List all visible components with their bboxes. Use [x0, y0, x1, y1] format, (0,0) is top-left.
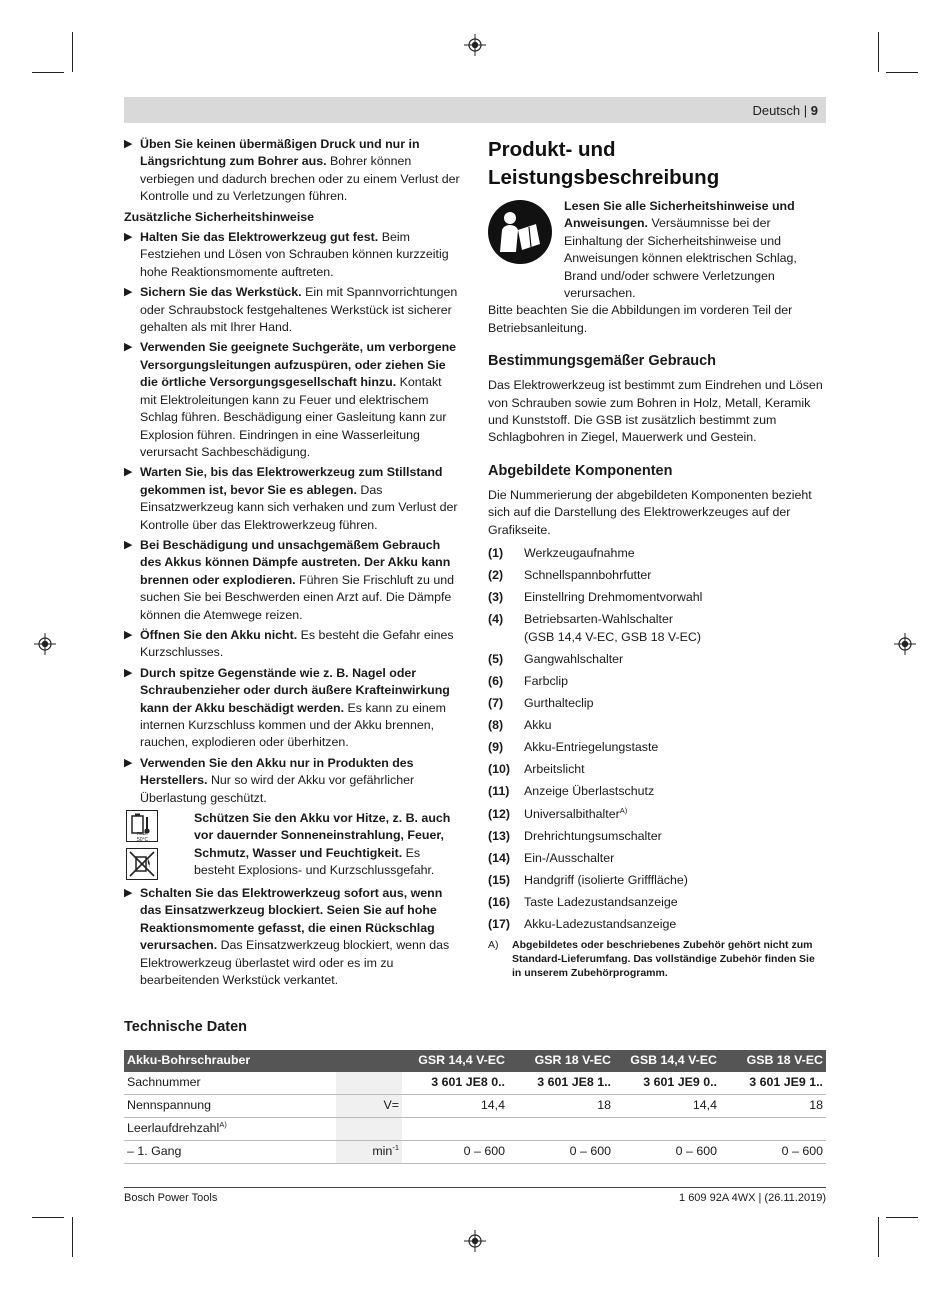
page-number: 9 — [810, 103, 818, 118]
list-item: (6) Farbclip — [488, 673, 569, 688]
list-item: (15) Handgriff (isolierte Grifffläche) — [488, 872, 688, 887]
list-item: (14) Ein-/Ausschalter — [488, 850, 615, 865]
safety-bullet: ▶ Warten Sie, bis das Elektrowerkzeug zum Stillstand gekommen ist, bevor Sie es ablegen. Das Einsatzwerkzeug kann sich verhaken und zum Verlust der Kontrolle über das Elektrowerkzeug führen. — [124, 465, 458, 532]
crop-mark — [886, 72, 918, 73]
list-item: (17) Akku-Ladezustandsanzeige — [488, 917, 677, 931]
bullet-arrow-icon: ▶ — [124, 538, 133, 551]
battery-temperature-icon — [126, 810, 158, 842]
list-item: (8) Akku — [488, 718, 552, 733]
intended-use-text: Das Elektrowerkzeug ist bestimmt zum Eindrehen und Lösen von Schrauben sowie zum Bohren in Holz, Metall, Keramik und Kunststoff. Die GSB ist zusätzlich bestimmt zum Schlagbohren in Ziegel, Mauerwerk und Gestein. — [488, 378, 823, 445]
list-item: (7) Gurthalteclip — [488, 696, 594, 711]
list-item: (1) Werkzeugaufnahme — [488, 546, 635, 561]
bullet-arrow-icon: ▶ — [124, 231, 133, 244]
footnote: A) Abgebildetes oder beschriebenes Zubehör gehört nicht zum Standard-Lieferumfang. Das vollständige Zubehör finden Sie in unserem Zubehörprogramm. — [488, 939, 815, 980]
safety-bullet: ▶ Durch spitze Gegenstände wie z. B. Nagel oder Schraubenzieher oder durch äußere Krafteinwirkung kann der Akku beschädigt werden. Es kann zu einem internen Kurzschluss kommen und der Akku brennen, rauchen, explodieren oder überhitzen. — [124, 665, 450, 750]
list-item: (2) Schnellspannbohrfutter — [488, 568, 652, 583]
table-row: – 1. Gang $\min^{-1}$ 0 – 600 0 – 600 0 – 600 0 – 600 — [124, 1141, 826, 1164]
intended-use-heading: Bestimmungsgemäßer Gebrauch — [488, 353, 717, 370]
safety-bullet: ▶ Schalten Sie das Elektrowerkzeug sofort aus, wenn das Einsatzwerkzeug blockiert. Seien Sie auf hohe Reaktionsmomente gefasst, die einen Rückschlag verursachen. Das Einsatzwerkzeug blockiert, wenn das Elektrowerkzeug überlastet wird oder es im zu bearbeitenden Werkstück verkantet. — [124, 886, 450, 988]
table-header-row: Akku-Bohrschrauber GSR 14,4 V-EC GSR 18 V-EC GSB 14,4 V-EC GSB 18 V-EC — [124, 1050, 826, 1072]
read-manual-icon — [488, 200, 552, 264]
crop-mark — [878, 1217, 879, 1257]
table-row: Sachnummer 3 601 JE8 0.. 3 601 JE8 1.. 3 601 JE9 0.. 3 601 JE9 1.. — [124, 1072, 826, 1095]
tech-data-heading: Technische Daten — [124, 1019, 248, 1035]
bullet-arrow-icon: ▶ — [124, 138, 133, 150]
list-item: (16) Taste Ladezustandsanzeige — [488, 894, 678, 909]
table-row: Leerlaufdrehzahl$^{A)}$ — [124, 1118, 826, 1141]
table-row: Nennspannung V= 14,4 18 14,4 18 — [124, 1095, 826, 1118]
list-item: (11) Anzeige Überlastschutz — [488, 784, 655, 799]
read-instructions-warning: Lesen Sie alle Sicherheitshinweise und Anweisungen. Versäumnisse bei der Einhaltung der Sicherheitshinweise und Anweisungen können elektrischen Schlag, Brand und/oder schwere Verletzungen verursachen. — [488, 198, 826, 302]
list-item: (4) Betriebsarten-Wahlschalter (GSB 14,4 V-EC, GSB 18 V-EC) — [488, 612, 701, 644]
list-item: (5) Gangwahlschalter — [488, 651, 624, 666]
components-heading: Abgebildete Komponenten — [488, 462, 673, 479]
components-list — [488, 545, 826, 933]
section-subheading: Zusätzliche Sicherheitshinweise — [124, 209, 315, 224]
footer-brand: Bosch Power Tools — [124, 1192, 218, 1204]
max-temp-label: max. 50°C — [137, 831, 149, 844]
section-title: Produkt- und Leistungsbeschreibung — [488, 138, 720, 189]
bullet-arrow-icon: ▶ — [124, 887, 133, 900]
list-item: (12) Universalbithalter$^{A)}$ — [488, 805, 628, 821]
footer-divider — [124, 1187, 826, 1188]
bullet-arrow-icon: ▶ — [124, 286, 133, 299]
safety-bullet: ▶ Verwenden Sie geeignete Suchgeräte, um verborgene Versorgungsleitungen aufzuspüren, oder ziehen Sie die örtliche Versorgungsgesellschaft hinzu. Kontakt mit Elektroleitungen kann zu Feuer und elektrischem Schlag führen. Beschädigung einer Gasleitung kann zur Explosion führen. Eindringen in eine Wasserleitung verursacht Sachbeschädigung. — [124, 340, 457, 459]
footer-doc-id: 1 609 92A 4WX | (26.11.2019) — [679, 1192, 826, 1204]
registration-mark-icon — [464, 34, 486, 56]
crop-mark — [72, 32, 73, 72]
right-column — [488, 136, 826, 980]
bullet-arrow-icon: ▶ — [124, 466, 133, 479]
header-language: Deutsch | 9 — [752, 103, 818, 118]
crop-mark — [72, 1217, 73, 1257]
safety-bullet: ▶ Öffnen Sie den Akku nicht. Es besteht die Gefahr eines Kurzschlusses. — [124, 627, 454, 660]
registration-mark-icon — [464, 1230, 486, 1252]
list-item: (9) Akku-Entriegelungstaste — [488, 740, 659, 755]
crop-mark — [32, 72, 64, 73]
tech-data-table — [124, 1050, 826, 1164]
crop-mark — [32, 1217, 64, 1218]
registration-mark-icon — [34, 633, 56, 655]
safety-bullet: ▶ Halten Sie das Elektrowerkzeug gut fest. Beim Festziehen und Lösen von Schrauben können kurzzeitig hohe Reaktionsmomente auftreten. — [124, 230, 449, 279]
bullet-arrow-icon: ▶ — [124, 756, 133, 769]
figure-note: Bitte beachten Sie die Abbildungen im vorderen Teil der Betriebsanleitung. — [488, 303, 793, 335]
list-item: (13) Drehrichtungsumschalter — [488, 828, 662, 843]
list-item: (3) Einstellring Drehmomentvorwahl — [488, 590, 703, 605]
registration-mark-icon — [894, 633, 916, 655]
crop-mark — [886, 1217, 918, 1218]
bullet-arrow-icon: ▶ — [124, 628, 133, 641]
battery-heat-warning: max. 50°C Schützen Sie den Akku vor Hitze, z. B. auch vor dauernder Sonneneinstrahlung, Feuer, Schmutz, Wasser und Feuchtigkeit. Es besteht Explosions- und Kurzschlussgefahr. — [124, 810, 460, 882]
safety-bullet: ▶ Üben Sie keinen übermäßigen Druck und nur in Längsrichtung zum Bohrer aus. Bohrer können verbiegen und dadurch brechen oder zu einem Verlust der Kontrolle und zu Verletzungen führen. — [124, 137, 460, 204]
bullet-arrow-icon: ▶ — [124, 341, 133, 354]
no-fire-water-icon — [126, 848, 158, 880]
page-header — [124, 97, 826, 123]
components-intro: Die Nummerierung der abgebildeten Komponenten bezieht sich auf die Darstellung des Elektrowerkzeuges auf der Grafikseite. — [488, 487, 812, 537]
safety-bullet: ▶ Bei Beschädigung und unsachgemäßem Gebrauch des Akkus können Dämpfe austreten. Der Akku kann brennen oder explodieren. Führen Sie Frischluft zu und suchen Sie bei Beschwerden einen Arzt auf. Die Dämpfe können die Atemwege reizen. — [124, 537, 455, 622]
safety-bullet: ▶ Verwenden Sie den Akku nur in Produkten des Herstellers. Nur so wird der Akku vor gefährlicher Überlastung geschützt. — [124, 755, 415, 805]
bullet-arrow-icon: ▶ — [124, 666, 133, 679]
list-item: (10) Arbeitslicht — [488, 762, 585, 777]
left-column — [124, 136, 460, 992]
safety-bullet: ▶ Sichern Sie das Werkstück. Ein mit Spannvorrichtungen oder Schraubstock festgehaltenes Werkstück ist sicherer gehalten als mit Ihrer Hand. — [124, 285, 458, 335]
warning-icons — [126, 810, 158, 886]
crop-mark — [878, 32, 879, 72]
